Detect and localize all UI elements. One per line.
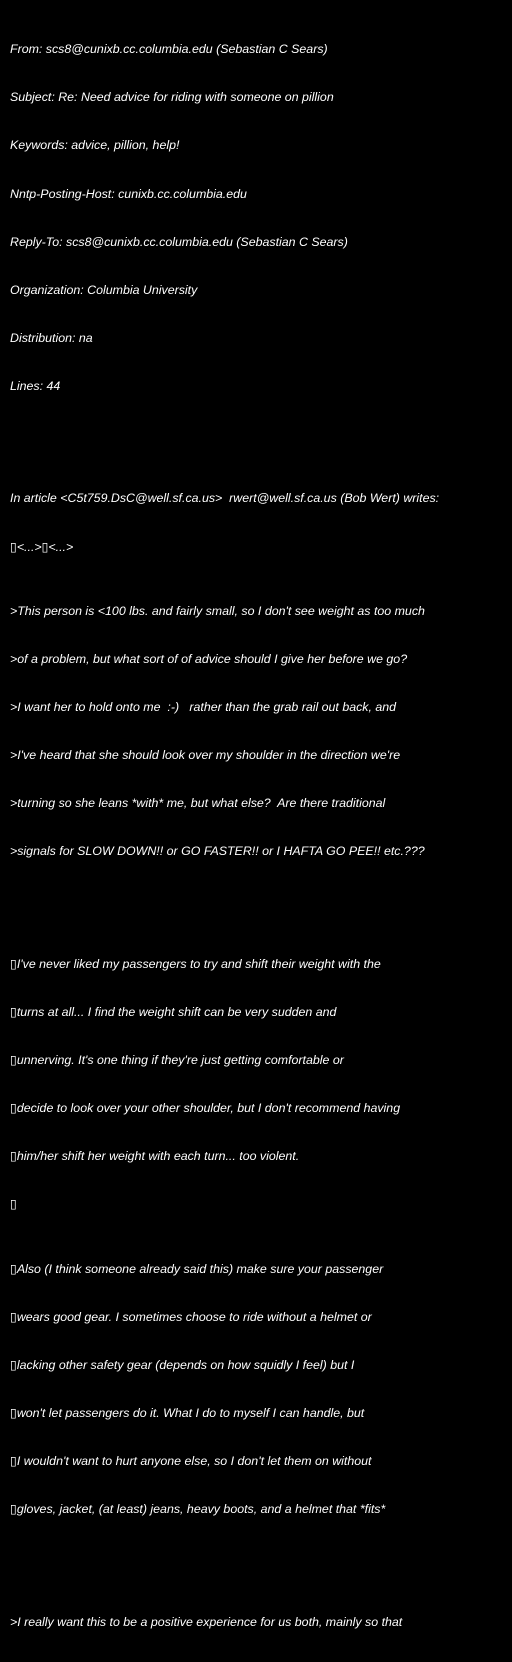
cutoff-quoted-line: >I really want this to be a positive experience for us both, mainly so that: [10, 1614, 403, 1629]
quoted-line: >of a problem, but what sort of of advice should I give her before we go?: [10, 651, 408, 666]
header-keywords: Keywords: advice, pillion, help!: [10, 138, 180, 153]
quoted-line: >I want her to hold onto me :-) rather than the grab rail out back, and: [10, 700, 397, 715]
blank-line: [10, 426, 510, 442]
reply-line: ▯gloves, jacket, (at least) jeans, heavy boots, and a helmet that *fits*: [10, 1502, 386, 1517]
reply-line: ▯decide to look over your other shoulder, but I don't recommend having: [10, 1101, 401, 1116]
attribution-line: In article <C5t759.DsC@well.sf.ca.us> rwert@well.sf.ca.us (Bob Wert) writes:: [10, 491, 440, 506]
reply-line: ▯unnerving. It's one thing if they're just getting comfortable or: [10, 1053, 344, 1068]
quote-marker-line: ▯<...>▯<...>: [10, 539, 74, 554]
blank-line: [10, 892, 510, 908]
quoted-line: >turning so she leans *with* me, but what else? Are there traditional: [10, 796, 386, 811]
reply-line: ▯lacking other safety gear (depends on how squidly I feel) but I: [10, 1357, 355, 1372]
header-subject: Subject: Re: Need advice for riding with someone on pillion: [10, 90, 334, 105]
reply-line: ▯I've never liked my passengers to try and shift their weight with the: [10, 956, 381, 971]
reply-line: ▯: [10, 1197, 17, 1212]
reply-line: ▯him/her shift her weight with each turn... too violent.: [10, 1149, 300, 1164]
header-distribution: Distribution: na: [10, 330, 93, 345]
header-from: From: scs8@cunixb.cc.columbia.edu (Sebastian C Sears): [10, 42, 328, 57]
reply-line: ▯I wouldn't want to hurt anyone else, so I don't let them on without: [10, 1454, 372, 1469]
header-reply-to: Reply-To: scs8@cunixb.cc.columbia.edu (Sebastian C Sears): [10, 234, 348, 249]
quoted-line: >This person is <100 lbs. and fairly small, so I don't see weight as too much: [10, 603, 425, 618]
reply-line: ▯wears good gear. I sometimes choose to ride without a helmet or: [10, 1309, 372, 1324]
header-nntp-host: Nntp-Posting-Host: cunixb.cc.columbia.edu: [10, 186, 247, 201]
quoted-line: >signals for SLOW DOWN!! or GO FASTER!! or I HAFTA GO PEE!! etc.???: [10, 844, 425, 859]
reply-line: ▯Also (I think someone already said this) make sure your passenger: [10, 1261, 384, 1276]
blank-line: [10, 1550, 510, 1566]
header-organization: Organization: Columbia University: [10, 282, 198, 297]
header-lines: Lines: 44: [10, 379, 61, 394]
quoted-line: >I've heard that she should look over my shoulder in the direction we're: [10, 748, 401, 763]
message-body: [10, 9, 510, 1662]
reply-line: ▯turns at all... I find the weight shift can be very sudden and: [10, 1004, 337, 1019]
reply-line: ▯won't let passengers do it. What I do to myself I can handle, but: [10, 1406, 365, 1421]
